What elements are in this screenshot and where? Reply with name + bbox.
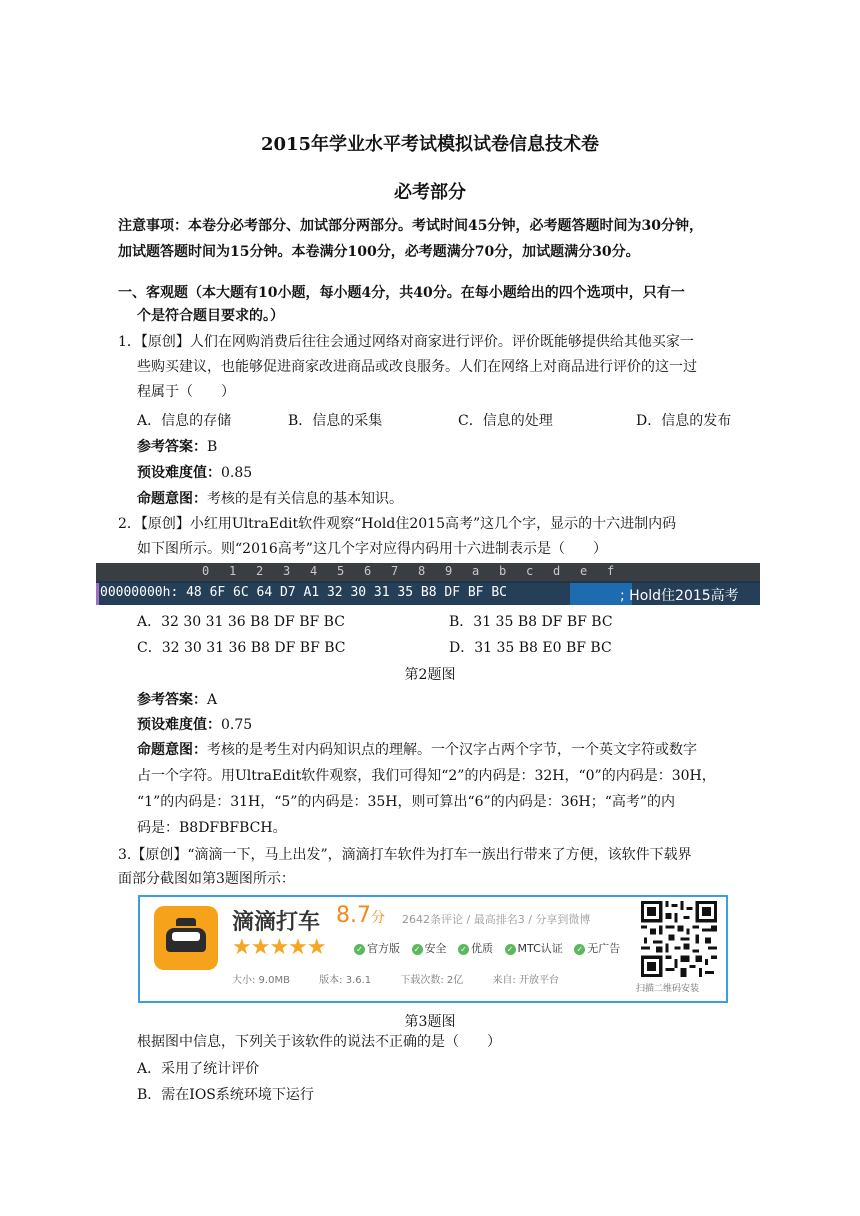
rating-stars-icon: ★★★★★ [232,935,326,960]
hex-index: a [472,564,480,578]
q3-figure-caption: 第3题图 [404,1014,456,1030]
hex-index: 3 [283,564,291,578]
q1-option-a: A．信息的存储 [137,413,232,429]
q2-intent-line-1: 命题意图：考核的是考生对内码知识点的理解。一个汉字占两个字节，一个英文字符或数字 [137,742,697,758]
qr-code-icon [640,901,718,977]
q1-line-1: 1．【原创】人们在网购消费后往往会通过网络对商家进行评价。评价既能够提供给其他买家一 [118,334,694,350]
app-score: 8.7分 [336,903,385,928]
q2-difficulty: 预设难度值：0.75 [137,717,253,733]
check-icon: ✓ [505,944,516,955]
hex-index: f [607,564,615,578]
hex-index: 1 [229,564,237,578]
q1-option-c: C．信息的处理 [458,413,553,429]
q1-line-3: 程属于（ ） [137,384,235,400]
hex-index: 6 [364,564,372,578]
check-icon: ✓ [354,944,365,955]
taxi-roof [176,918,196,926]
q1-option-d: D．信息的发布 [636,413,732,429]
qr-caption: 扫描二维码安装 [636,984,700,994]
section-heading-line-1: 一、客观题（本大题有10小题，每小题4分，共40分。在每小题给出的四个选项中，只有一 [118,285,685,301]
taxi-car-icon [166,928,206,952]
q2-intent-line-3: “1”的内码是：31H，“5”的内码是：35H，则可算出“6”的内码是：36H；“高考”的内 [137,794,676,810]
app-meta: 2642条评论 / 最高排名3 / 分享到微博 [402,913,591,926]
check-icon: ✓ [412,944,423,955]
hex-index: 5 [337,564,345,578]
q3-line-2: 面部分截图如第3题图所示： [118,871,295,887]
taxi-app-icon [154,906,218,970]
hex-index: e [580,564,588,578]
hex-index: d [553,564,561,578]
q1-difficulty: 预设难度值：0.85 [137,465,253,481]
hex-index: b [499,564,507,578]
app-badges [354,940,628,956]
q2-figure-caption: 第2题图 [404,667,456,683]
notice-line-2: 加试题答题时间为15分钟。本卷满分100分，必考题满分70分，加试题满分30分。 [118,244,640,260]
badge-official: ✓ 官方版 [354,940,400,956]
q1-answer: 参考答案：B [137,439,218,455]
check-icon: ✓ [574,944,585,955]
q2-intent-line-4: 码是：B8DFBFBCH。 [137,820,287,836]
page-title: 2015年学业水平考试模拟试卷信息技术卷 [260,134,600,155]
badge-quality: ✓ 优质 [458,940,493,956]
q2-option-b: B．31 35 B8 DF BF BC [449,614,613,630]
badge-safe: ✓ 安全 [412,940,447,956]
q2-line-1: 2．【原创】小红用UltraEdit软件观察“Hold住2015高考”这几个字，显示的十六进制内码 [118,516,677,532]
hex-index: 4 [310,564,318,578]
hex-index: 2 [256,564,264,578]
q3-option-a: A．采用了统计评价 [137,1061,260,1077]
q2-line-2: 如下图所示。则“2016高考”这几个字对应得内码用十六进制表示是（ ） [137,541,607,557]
hex-column-header [96,563,760,581]
app-source: 来自: 开放平台 [492,975,559,986]
q2-option-c: C．32 30 31 36 B8 DF BF BC [137,640,346,656]
q3-line-1: 3.【原创】“滴滴一下，马上出发”，滴滴打车软件为打车一族出行带来了方便，该软件下载界 [118,847,692,863]
app-size: 大小: 9.0MB [232,975,290,986]
app-name: 滴滴打车 [232,910,321,935]
page-subtitle: 必考部分 [394,182,466,203]
notice-line-1: 注意事项：本卷分必考部分、加试部分两部分。考试时间45分钟，必考题答题时间为30分钟， [118,218,703,234]
hex-index: 9 [445,564,453,578]
badge-no-ads: ✓ 无广告 [574,940,620,956]
hex-index: c [526,564,534,578]
q2-option-a: A．32 30 31 36 B8 DF BF BC [137,614,345,630]
section-heading-line-2: 个是符合题目要求的。） [137,308,284,324]
app-downloads: 下载次数: 2亿 [400,975,464,986]
hex-index: 8 [418,564,426,578]
hex-index: 0 [202,564,210,578]
hex-data-bytes: 00000000h: 48 6F 6C 64 D7 A1 32 30 31 35 B8 DF BF BC [100,585,507,600]
app-download-screenshot [138,895,728,1003]
q2-answer: 参考答案：A [137,692,218,708]
check-icon: ✓ [458,944,469,955]
q3-question: 根据图中信息，下列关于该软件的说法不正确的是（ ） [137,1034,501,1050]
hex-text-view: ; Hold住2015高考 [620,588,739,604]
hex-index: 7 [391,564,399,578]
q1-intent: 命题意图：考核的是有关信息的基本知识。 [137,491,403,507]
q1-line-2: 些购买建议，也能够促进商家改进商品或改良服务。人们在网络上对商品进行评价的这一过 [137,359,697,375]
app-version: 版本: 3.6.1 [319,975,372,986]
app-info [232,971,585,986]
q1-option-b: B．信息的采集 [288,413,383,429]
q3-option-b: B．需在IOS系统环境下运行 [137,1087,314,1103]
badge-mtc: ✓ MTC认证 [505,940,563,956]
q2-intent-line-2: 占一个字符。用UltraEdit软件观察，我们可得知“2”的内码是：32H，“0”的内码是：30H， [137,768,716,784]
q2-option-d: D．31 35 B8 E0 BF BC [449,640,612,656]
hex-row-marker [96,583,99,605]
hex-editor-screenshot [96,563,760,605]
